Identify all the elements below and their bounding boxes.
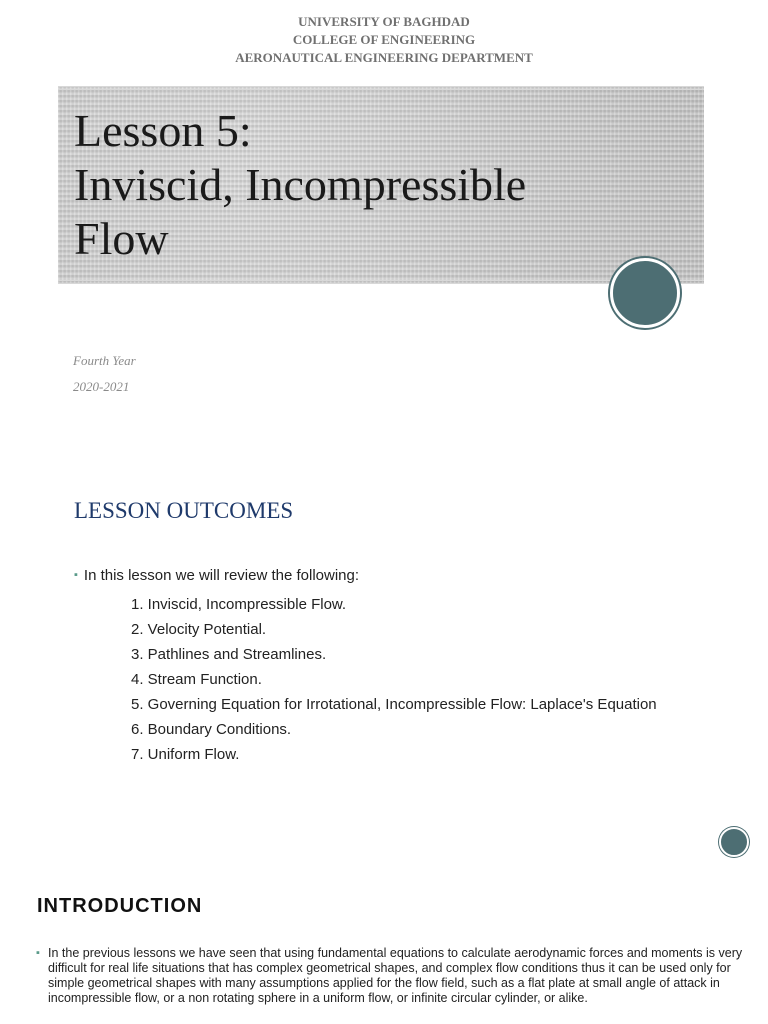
title-band: [58, 86, 704, 284]
outcomes-heading: LESSON OUTCOMES: [74, 498, 294, 523]
year-level: Fourth Year: [73, 353, 136, 368]
list-item: 1. Inviscid, Incompressible Flow.: [131, 596, 347, 613]
outcomes-intro: [74, 567, 359, 584]
department-name: AERONAUTICAL ENGINEERING DEPARTMENT: [235, 50, 533, 65]
list-item: 3. Pathlines and Streamlines.: [131, 646, 327, 663]
introduction-paragraph: [36, 946, 746, 1006]
list-item: 4. Stream Function.: [131, 671, 262, 688]
list-item: 7. Uniform Flow.: [131, 746, 240, 763]
lesson-title-line-1: Lesson 5:: [74, 105, 252, 156]
university-header: [0, 13, 768, 67]
introduction-text: In the previous lessons we have seen that using fundamental equations to calculate aerodynamic forces and moments is very difficult for real life situations that has complex geometrical shapes, and complex flow conditions thus it can be used only for simple geometrical shapes with many assumptions applied for the flow field, such as a flat plate at small angle of attack in incompressible flow, or a non rotating sphere in a uniform flow, or infinite circular cylinder, or alike.: [48, 946, 743, 1005]
university-name: UNIVERSITY OF BAGHDAD: [298, 14, 470, 29]
introduction-heading: INTRODUCTION: [37, 895, 203, 917]
list-item: 5. Governing Equation for Irrotational, Incompressible Flow: Laplace's Equation: [131, 696, 657, 713]
bullet-icon: ▪: [36, 947, 40, 959]
lesson-title-line-2: Inviscid, Incompressible: [74, 159, 527, 210]
college-name: COLLEGE OF ENGINEERING: [292, 32, 476, 47]
outcomes-intro-text: In this lesson we will review the following:: [83, 567, 360, 584]
decorative-circle-small: [719, 827, 749, 857]
lesson-title: [74, 104, 526, 266]
outcomes-list: [131, 592, 657, 767]
list-item: 2. Velocity Potential.: [131, 621, 267, 638]
list-item: 6. Boundary Conditions.: [131, 721, 292, 738]
lesson-title-line-3: Flow: [74, 213, 169, 264]
academic-year: 2020-2021: [73, 379, 130, 394]
bullet-icon: ▪: [74, 569, 78, 581]
decorative-circle-large: [610, 258, 680, 328]
